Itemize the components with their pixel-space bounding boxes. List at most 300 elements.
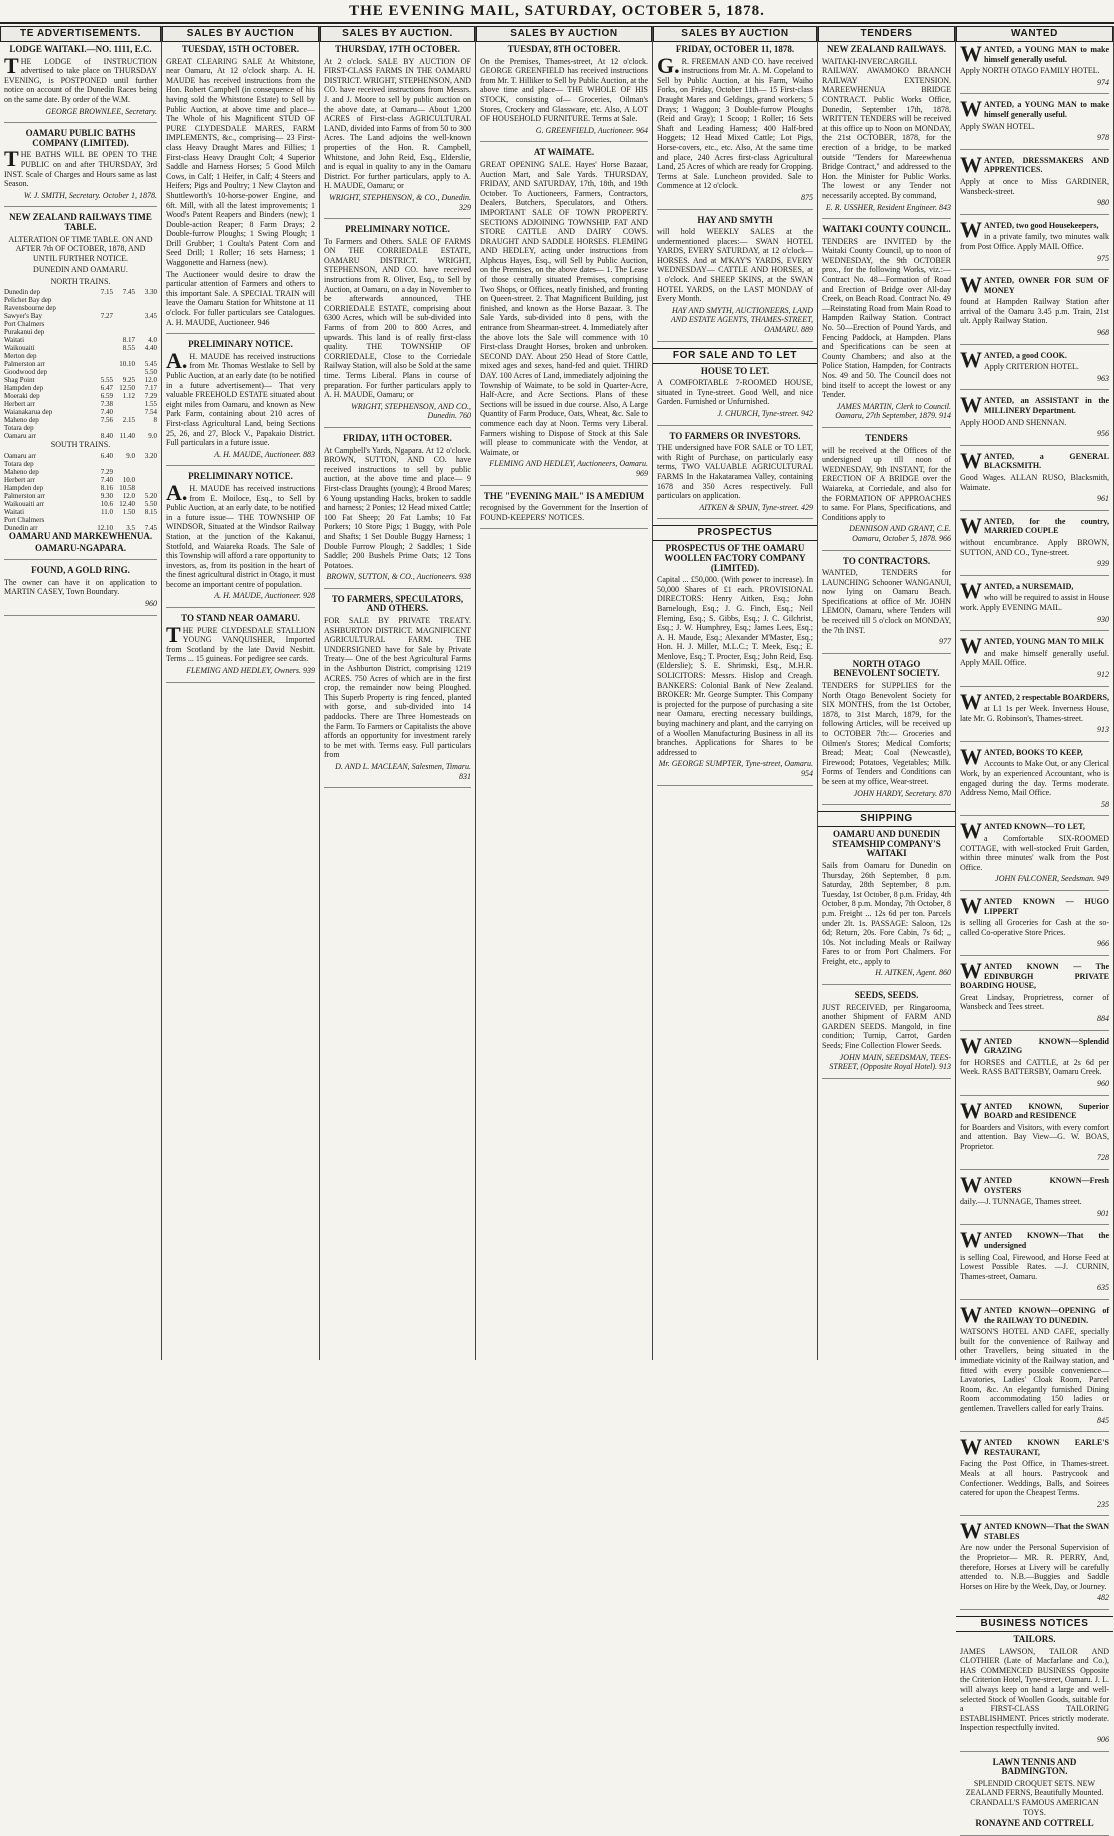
ad-number: 635 — [1097, 1283, 1109, 1293]
advertisement — [822, 660, 951, 805]
ad-body: is selling all Groceries for Cash at the so-called Co-operative Store Prices. — [960, 918, 1109, 937]
ad-signature: JOHN HARDY, Secretary. 870 — [853, 788, 951, 798]
advertisement — [960, 1758, 1109, 1836]
departure-time — [113, 400, 135, 408]
ad-title: WANTED, a NURSEMAID, — [960, 577, 1074, 603]
ad-title: WAITAKI COUNTY COUNCIL. — [822, 224, 951, 235]
ad-body: THE BATHS WILL BE OPEN TO THE PUBLIC on and after THURSDAY, 3rd INST. Scale of Charges and Hours same as last Season. — [4, 146, 157, 189]
ad-signature: Mr. GEORGE SUMPTER, Tyne-street, Oamaru. 954 — [658, 759, 813, 778]
column-wanted — [956, 26, 1114, 1829]
station-name: Ravensbourne dep — [4, 304, 56, 313]
timetable-row — [4, 344, 157, 352]
departure-time: 4.40 — [144, 344, 157, 353]
wanted-advertisement — [960, 743, 1109, 817]
timetable-row — [4, 476, 157, 484]
timetable-row — [4, 460, 157, 468]
column-tenders — [818, 26, 956, 1360]
ad-signature: JOHN MAIN, SEEDSMAN, TEES-STREET, (Opposite Royal Hotel). 913 — [829, 1052, 951, 1072]
timetable-row — [4, 328, 157, 336]
departure-time — [113, 468, 135, 476]
advertisement — [657, 432, 813, 520]
ad-title: WANTED KNOWN — The EDINBURGH PRIVATE BOARDING HOUSE, — [960, 957, 1109, 991]
ad-number: 58 — [1101, 799, 1109, 809]
ad-number: 728 — [1097, 1153, 1109, 1163]
timetable-row — [4, 468, 157, 476]
departure-time — [113, 516, 135, 524]
column-heading: SALES BY AUCTION — [653, 26, 817, 42]
timetable-row — [4, 500, 157, 508]
column-heading: SALES BY AUCTION. — [320, 26, 475, 42]
departure-time: 7.17 — [144, 384, 157, 393]
column-sales-by-auction-1 — [162, 26, 320, 1360]
timetable-row — [4, 296, 157, 304]
ad-title: WANTED KNOWN—That the SWAN STABLES — [960, 1518, 1109, 1544]
timetable-title: NORTH TRAINS. — [50, 276, 111, 286]
departure-time — [135, 320, 157, 328]
advertisement — [4, 129, 157, 207]
wanted-advertisement — [960, 1434, 1109, 1516]
wanted-advertisement — [960, 1032, 1109, 1096]
departure-time — [113, 320, 135, 328]
timetable-row — [4, 452, 157, 460]
departure-time — [91, 328, 113, 336]
ad-body: Sails from Oamaru for Dunedin on Thursday, 26th September, 8 p.m. Saturday, 28th September, 8 p.m. Tuesday, 1st October, 8 p.m. Friday, 4th October, 8 p.m. Monday, 7th October, 8 p.m. Freight ... 12s 6d per ton. Parcels under 2lt. 1s. PASSAGE: Saloon, 12s 6d; Return, 20s. Fore Cabin, 7s 6d; ,, 10s. Not including Meals or Railway Fares to or from Port Chalmers. For Freight, etc., apply to — [822, 860, 951, 966]
ad-body: THE undersigned have FOR SALE or TO LET, with Right of Purchase, on particularly easy terms, TWO VALUABLE AGRICULTURAL FARMS In the Hakataramea Valley, containing 1678 and 350 Acres respectively. Full particulars on application. — [657, 443, 813, 501]
departure-time: 5.45 — [144, 360, 157, 369]
departure-time: 1.12 — [122, 392, 135, 401]
ad-body: who will be required to assist in House work. Apply EVENING MAIL. — [960, 593, 1109, 612]
timetable-south — [4, 452, 157, 532]
ad-signature: A. H. MAUDE, Auctioneer. 928 — [214, 591, 315, 601]
ad-signature: AITKEN & SPAIN, Tyne-street. 429 — [699, 502, 813, 512]
departure-time — [135, 468, 157, 476]
advertisement — [960, 1635, 1109, 1752]
ad-signature: DENNISON AND GRANT, C.E. Oamaru, October 5, 1878. 966 — [849, 524, 951, 543]
ad-number: 974 — [1097, 77, 1109, 87]
departure-time: 11.0 — [101, 508, 113, 517]
ad-signature: D. AND L. MACLEAN, Salesmen, Timaru. 831 — [335, 761, 471, 781]
departure-time — [113, 352, 135, 360]
advertisement — [324, 225, 471, 428]
ad-number: 960 — [145, 599, 157, 609]
advertisement — [657, 45, 813, 210]
ad-title: WANTED, 2 respectable BOARDERS, — [960, 688, 1109, 714]
timetable-title: OAMARU AND MARKEWHENUA. — [8, 531, 153, 542]
ad-title: WANTED KNOWN—That the undersigned — [960, 1227, 1109, 1253]
ad-body: A.H. MAUDE has received instructions from E. Moiloce, Esq., to Sell by Public Auction, at an early date, to be notified in a future issue— THE TOWNSHIP OF WINDSOR, Situated at the Windsor Railway Station, at the junction of the Kakanui, Stotfold, and Waiareka Roads. The Sale of this Township will afford a rare opportunity to investors, as, from its position in the heart of the finest agricultural district in Otago, it must become an important centre of population. — [166, 479, 315, 589]
wanted-advertisement — [960, 577, 1109, 631]
ad-body: JUST RECEIVED, per Ringarooma, another Shipment of FARM AND GARDEN SEEDS. Mangold, in fine condition; Turnip, Carrot, Garden Seeds; Fine Collection Flower Seeds. — [822, 1002, 951, 1051]
ad-title: WANTED, a good COOK. — [960, 346, 1067, 372]
wanted-advertisement — [960, 1518, 1109, 1610]
advertisement — [324, 45, 471, 219]
departure-time — [91, 516, 113, 524]
departure-time: 3.20 — [144, 452, 157, 461]
departure-time — [91, 336, 113, 344]
advertisement — [822, 225, 951, 428]
ad-body: at L1 1s per Week. Inverness House, late Mr. G. Robinson's, Thames-street. — [960, 704, 1109, 723]
station-name: Pelichet Bay dep — [4, 296, 52, 305]
timetable-row — [4, 424, 157, 432]
column-advertisements — [0, 26, 162, 1360]
column-heading: TE ADVERTISEMENTS. — [0, 26, 161, 42]
wanted-advertisement — [960, 1302, 1109, 1432]
departure-time: 8.16 — [100, 484, 113, 493]
ad-signature: FLEMING AND HEDLEY, Auctioneers, Oamaru. 969 — [489, 459, 648, 478]
ad-signature: J. CHURCH, Tyne-street. 942 — [717, 409, 813, 418]
timetable-north — [4, 288, 157, 440]
ad-body: Apply NORTH OTAGO FAMILY HOTEL. — [960, 66, 1100, 76]
station-name: Hampden dep — [4, 484, 44, 493]
departure-time — [91, 304, 113, 312]
ad-body: Capital ... £50,000. (With power to increase). In 50,000 Shares of £1 each. PROVISIONAL DIRECTORS: Henry Aitken, Esq.; John Barnelough, Esq.; J. G. Finch, Esq.; Neil Fleming, Esq.; S. Gibbs, Esq.; J. C. Gilchrist, Esq.; J. W. Humphrey, Esq.; James Lees, Esq.; A. H. Maude, Esq.; Alexander M'Master, Esq.; Hon. H. J. Miller, M.L.C.; T. Meek, Esq.; E. Menlove, Esq.; T. Procter, Esq.; John Reid, Esq. (Elderslie); S. E. Shrimski, Esq., M.H.R. SOLICITORS: Messrs. Hislop and Creagh. BANKERS: Colonial Bank of New Zealand. BROKER: Mr. George Sumpter. This Company is projected for the purpose of purchasing a site near Oamaru, erecting necessary buildings, buying machinery and plant, and the carrying on of a Woollen Manufacturing Business in all its branches. Applications for Shares to be addressed to — [657, 575, 813, 757]
advertisement — [4, 213, 157, 560]
ad-title: WANTED, for the country, MARRIED COUPLE — [960, 512, 1109, 538]
departure-time — [113, 408, 135, 416]
station-name: Goodwood dep — [4, 368, 47, 377]
ad-title: WANTED KNOWN—TO LET, — [960, 818, 1085, 844]
departure-time — [135, 424, 157, 432]
ad-body: SPLENDID CROQUET SETS. NEW ZEALAND FERNS, Beautifully Mounted. CRANDALL'S FAMOUS AMERICAN TOYS. — [965, 1778, 1104, 1817]
timetable-row — [4, 392, 157, 400]
ad-signature: JAMES MARTIN, Clerk to Council. Oamaru, 27th September, 1879. 914 — [835, 401, 951, 421]
masthead-rule — [0, 22, 1114, 24]
ad-title: PRELIMINARY NOTICE. — [188, 339, 293, 350]
departure-time — [91, 424, 113, 432]
station-name: Oamaru arr — [4, 432, 37, 441]
wanted-list — [960, 41, 1109, 1610]
wanted-advertisement — [960, 1172, 1109, 1225]
advertisement — [657, 544, 813, 785]
timetable-row — [4, 416, 157, 424]
station-name: Merton dep — [4, 352, 37, 361]
ad-body: in a private family, two minutes walk from Post Office. Apply MAIL Office. — [960, 232, 1109, 251]
ad-title: PROSPECTUS OF THE OAMARU WOOLLEN FACTORY COMPANY (LIMITED). — [664, 543, 806, 573]
ad-number: 235 — [1097, 1499, 1109, 1509]
advertisement — [657, 216, 813, 342]
departure-time: 7.45 — [122, 288, 135, 297]
timetable-row — [4, 304, 157, 312]
ad-title: WANTED KNOWN — HUGO LIPPERT — [960, 893, 1109, 918]
timetable-row — [4, 492, 157, 500]
departure-time: 7.27 — [100, 312, 113, 321]
ad-number: 930 — [1097, 614, 1109, 624]
wanted-advertisement — [960, 151, 1109, 215]
departure-time: 8.15 — [144, 508, 157, 517]
ad-body: Facing the Post Office, in Thames-street. Meals at all hours. Pastrycook and Confectioner. Weddings, Balls, and Soirees catered for upon the Cheapest Terms. — [960, 1459, 1109, 1498]
wanted-advertisement — [960, 1097, 1109, 1171]
departure-time: 8.17 — [122, 336, 135, 345]
ad-body: Apply CRITERION HOTEL. — [984, 362, 1079, 372]
ad-body: A COMFORTABLE 7-ROOMED HOUSE, situated in Tyne-street. Good Well, and nice Garden. Furnished or Unfurnished. — [657, 378, 813, 407]
timetable-row — [4, 432, 157, 440]
ad-title: SEEDS, SEEDS. — [854, 990, 919, 1001]
ad-number: 975 — [1097, 253, 1109, 263]
ad-number: 963 — [1097, 373, 1109, 383]
ad-title: TAILORS. — [1013, 1634, 1056, 1645]
advertisement — [480, 45, 648, 142]
ad-body: recognised by the Government for the Insertion of FOUND-KEEPERS' NOTICES. — [480, 503, 648, 522]
ad-title: PRELIMINARY NOTICE. — [345, 224, 450, 235]
station-name: Waikouaiti — [4, 344, 35, 353]
ad-number: 875 — [801, 192, 813, 202]
station-name: Hampden dep — [4, 384, 44, 393]
ad-title: TO FARMERS OR INVESTORS. — [669, 430, 801, 441]
advertisement — [4, 45, 157, 123]
ad-title: WANTED, two good Housekeepers, — [960, 216, 1099, 242]
ad-signature: DUNEDIN AND OAMARU. — [33, 265, 128, 275]
departure-time: 3.30 — [144, 288, 157, 297]
ad-number: 884 — [1097, 1013, 1109, 1023]
station-name: Moeraki dep — [4, 392, 40, 401]
departure-time: 9.0 — [126, 452, 135, 461]
ad-signature: WRIGHT, STEPHENSON, AND CO., Dunedin. 760 — [351, 401, 471, 421]
ad-body: At 2 o'clock. SALE BY AUCTION OF FIRST-CLASS FARMS IN THE OAMARU DISTRICT. WRIGHT, STEPHENSON, AND CO. have received instructions from Messrs. J. and J. Moore to sell by public auction on the above date, at Oamaru— About 1,200 ACRES of First-class AGRICULTURAL LAND, divided into Farms of from 50 to 300 Acres. The Land adjoins the well-known properties of the Hon. R. Campbell, Whitstone, and John Reid, Esq., Elderslie, and is equal in quality to any in the Oamaru District. For further particulars, apply to A. H. MAUDE, Oamaru; or — [324, 56, 471, 191]
departure-time — [113, 312, 135, 320]
departure-time: 7.40 — [100, 476, 113, 485]
ad-title: WANTED, YOUNG MAN TO MILK — [960, 633, 1105, 659]
ad-title: NORTH OTAGO BENEVOLENT SOCIETY. — [833, 658, 940, 679]
ad-body: WATSON'S HOTEL AND CAFE, specially built for the convenience of Railway and other Travellers, being situated in the immediate vicinity of the Railway station, and fitted with every possible convenience— Lavatories, Ladies' Cloak Room, Parcel Room, &c. An elegantly furnished Dining Room accommodating 150 ladies or gentlemen. Travellers called for early Trains. — [960, 1327, 1109, 1413]
ad-body: At Campbell's Yards, Ngapara. At 12 o'clock. BROWN, SUTTON, AND CO. have received instructions to sell by public auction, at the above time and place— 9 First-class Draughts (young); 4 Brood Mares; 6 Young upstanding Hacks, broken to saddle and harness; 2 Ponies; 12 Head mixed Cattle; 100 Fat Sheep; 20 Fat Lambs; 10 Fat Porkers; 10 Store Pigs; 1 Buggy, with Pole and Shafts; 1 Set Double Buggy Harness; 1 Double Furrow Plough; 2 Saddles; 1 Side Saddle; 200 Bushels Prime Oats; 12 Tons Potatoes. — [324, 445, 471, 570]
timetable-row — [4, 320, 157, 328]
advertisement — [822, 45, 951, 219]
departure-time — [135, 328, 157, 336]
ad-title: FOUND, A GOLD RING. — [31, 565, 130, 576]
station-name: Dunedin arr — [4, 524, 38, 533]
departure-time: 2.15 — [122, 416, 135, 425]
wanted-advertisement — [960, 818, 1109, 891]
advertisement — [822, 557, 951, 654]
station-name: Maheno dep — [4, 468, 39, 477]
ad-body: GREAT CLEARING SALE At Whitstone, near Oamaru, At 12 o'clock sharp. A. H. MAUDE has received instructions from the Hon. Robert Campbell (in consequence of his having sold the Whitstone Estate) to Sell by Public Auction, at above time and place— The Whole of his Magnificent STUD OF PURE CLYDESDALE MARES, FARM IMPLEMENTS, &c., comprising— 23 First-class Heavy Draught Mares and Fillies; 1 First-class Heavy Draught Colt; 4 Superior Saddle and Harness Horses; 5 Good Milch Cows, in Calf; 1 Heifer, in Calf; 4 Steers and Heifers; Pigs and Poultry; 1 New Clayton and Shuttleworth's 10-horse-power Engine, and 6ft. Mill, with all the latest improvements; 1 Wood's Patent Reapers and Binders (new); 1 Double-action Reaper; 8 Farm Drays; 2 Double-furrow Ploughs; 1 Swing Plough; 1 Drill Grubber; 1 Coulta's Patent Corn and Seed Drill; 1 Roller; 16 sets Harness; 1 Waggonette and Harness (new). — [166, 56, 315, 268]
departure-time: 7.29 — [144, 392, 157, 401]
departure-time: 11.40 — [119, 432, 135, 441]
ad-body: TENDERS for SUPPLIES for the North Otago Benevolent Society for SIX MONTHS, from the 1st October, 1878, to 31st March, 1879, for the following Articles, will be received up to OCTOBER 7th:— Groceries and Oilmen's Stores; Medical Comforts; Bread; Meat; Coal (Newcastle), Firewood; Potatoes, Vegetables; Milk. Forms of Tenders and Conditions can be seen at my office, Wear-street. — [822, 681, 951, 786]
ad-title: PRELIMINARY NOTICE. — [188, 471, 293, 482]
ad-body: Apply at once to Miss GARDINER, Wansbeck-street. — [960, 176, 1109, 196]
ad-body: will be received at the Offices of the undersigned up till noon of WEDNESDAY, 9th INSTANT, for the ERECTION OF A BRIDGE over the Waiareka, at Corriedale, and also for the FORMATION OF APPROACHES to same. For Plans, Specifications, and Conditions apply to — [822, 445, 951, 522]
departure-time: 3.45 — [144, 312, 157, 321]
departure-time: 10.6 — [100, 500, 113, 509]
departure-time — [113, 424, 135, 432]
timetable-row — [4, 288, 157, 296]
departure-time: 9.0 — [148, 432, 157, 441]
departure-time — [135, 460, 157, 468]
ad-number: 978 — [1097, 133, 1109, 143]
ad-signature: E. R. USSHER, Resident Engineer. 843 — [825, 202, 951, 212]
ad-title: FRIDAY, 11TH OCTOBER. — [343, 432, 452, 443]
timetable-row — [4, 360, 157, 368]
station-name: Shag Point — [4, 376, 35, 385]
ad-signature: The Auctioneer would desire to draw the particular attention of Farmers and others to this important Sale. A SPECIAL TRAIN will leave the Oamaru Station for Whitstone at 11 o'clock. For fuller particulars see Catalogues. A. H. MAUDE, Auctioneer. 946 — [166, 269, 315, 327]
wanted-advertisement — [960, 272, 1109, 345]
departure-time: 10.58 — [119, 484, 135, 493]
ad-body: A.H. MAUDE has received instructions from Mr. Thomas Westlake to Sell by Public Auction, at an early date (to be notified in a future advertisement)— That very valuable FREEHOLD ESTATE situated about eight miles from Oamaru, and known as New Park Farm, containing about 210 acres of First-class Agricultural Land, being Sections 25, 26, and 27, Block V., Papakaio District. Full particulars in a future issue. — [166, 347, 315, 448]
ad-title: WANTED KNOWN, Superior BOARD and RESIDENCE — [960, 1097, 1109, 1123]
departure-time — [91, 320, 113, 328]
station-name: Palmerston arr — [4, 360, 46, 369]
departure-time: 4.0 — [148, 336, 157, 345]
ad-number: 901 — [1097, 1208, 1109, 1218]
ad-number: 968 — [1097, 328, 1109, 338]
departure-time: 6.59 — [100, 392, 113, 401]
ad-title: TO FARMERS, SPECULATORS, AND OTHERS. — [331, 593, 464, 614]
departure-time — [135, 476, 157, 484]
timetable-row — [4, 312, 157, 320]
timetable-row — [4, 484, 157, 492]
timetable-row — [4, 508, 157, 516]
ad-body: On the Premises, Thames-street, At 12 o'clock. GEORGE GREENFIELD has received instructions from Mr. T. Hilliker to Sell by Public Auction, at the above time and place— THE WHOLE OF HIS STOCK, consisting of— Groceries, Oilman's Stores, Crockery and Glassware, etc. Also, A LOT OF HOUSEHOLD FURNITURE. Terms at Sale. — [480, 56, 648, 124]
departure-time: 8.55 — [122, 344, 135, 353]
departure-time: 6.40 — [100, 452, 113, 461]
station-name: Sawyer's Bay — [4, 312, 43, 321]
column-sales-by-auction-3 — [476, 26, 653, 1360]
departure-time: 1.50 — [122, 508, 135, 517]
advertisement — [657, 367, 813, 426]
departure-time — [91, 360, 113, 368]
departure-time — [91, 368, 113, 376]
ad-title: TUESDAY, 8TH OCTOBER. — [507, 44, 621, 54]
wanted-advertisement — [960, 392, 1109, 445]
departure-time: 12.0 — [144, 376, 157, 385]
ad-title: THURSDAY, 17TH OCTOBER. — [335, 44, 460, 54]
timetable-row — [4, 336, 157, 344]
station-name: Totara dep — [4, 424, 34, 433]
ad-number: 977 — [939, 637, 951, 647]
ad-title: AT WAIMATE. — [533, 147, 595, 158]
departure-time: 12.0 — [122, 492, 135, 501]
section-heading-business: BUSINESS NOTICES — [956, 1616, 1113, 1632]
departure-time: 7.40 — [100, 408, 113, 417]
ad-signature: G. GREENFIELD, Auctioneer. 964 — [535, 125, 648, 135]
ad-number: 939 — [1097, 559, 1109, 569]
ad-body: Apply SWAN HOTEL. — [960, 121, 1035, 131]
ad-number: 956 — [1097, 429, 1109, 439]
advertisement — [822, 434, 951, 551]
advertisement — [822, 991, 951, 1079]
timetable-row — [4, 376, 157, 384]
ad-body: GREAT OPENING SALE. Hayes' Horse Bazaar, Auction Mart, and Sale Yards. THURSDAY, FRIDAY, AND SATURDAY, 17th, 18th, and 19th October. To Auctioneers, Farmers, Contractors, Dealers, Butchers, Speculators, and Others. IMPORTANT SALE OF TOWN PROPERTY. SECTIONS ADJOINING TOWNSHIP. FAT AND STORE CATTLE AND DAIRY COWS. DRAUGHT AND SADDLE HORSES. FLEMING AND HEDLEY, acting under instructions from Alphcus Hayes, Esq., will Sell by Public Auction, on the Premises, on the above dates— 1. The Lease of those centrally situated Premises, comprising Two Shops, or Offices, neatly finished, and fronting on Queen-street. 2. That Magnificent Building, just finished, and known as the Horse Bazaar. 3. The Sale Yards, sub-divided into 8 pens, with the entrance from Shearman-street. 4. Immediately after the above lots the Sale will commence with 10 First-class Draught Horses, broken and unbroken. SECOND DAY. About 250 Head of Store Cattle, mixed ages and sexes, hand-fed and quiet. THIRD DAY. 100 Acres of Land, immediately adjoining the Township of Waimate, to be sold in Quarter-Acre, Half-Acre, and Acre Sections. Plans of these Sections will be issued in due course. Also, A Large Quantity of Farm Produce, Oats, Wheat, &c. Sale to commence each day at Noon. Terms very Liberal. Farmers wishing to Dispose of Stock at this Sale will please to communicate with the Vendor, at Waimate, or — [480, 159, 648, 457]
ad-title: WANTED KNOWN—Fresh OYSTERS — [960, 1172, 1109, 1198]
ad-body: Good Wages. ALLAN RUSO, Blacksmith, Waimate. — [960, 473, 1109, 492]
departure-time: 7.15 — [100, 288, 113, 297]
wanted-advertisement — [960, 1227, 1109, 1300]
wanted-advertisement — [960, 447, 1109, 511]
ad-body: for HORSES and CATTLE, at 2s 6d per Week. RASS BATTERSBY, Oamaru Creek. — [960, 1057, 1109, 1077]
ad-body: without encumbrance. Apply BROWN, SUTTON, AND CO., Tyne-street. — [960, 537, 1109, 557]
ad-body: for Boarders and Visitors, with every comfort and attention. Bay View—G. W. BOAS, Proprietor. — [960, 1122, 1109, 1151]
timetable-row — [4, 400, 157, 408]
ad-title: HAY AND SMYTH — [697, 214, 773, 225]
departure-time: 7.54 — [144, 408, 157, 417]
advertisement — [480, 492, 648, 530]
station-name: Maheno dep — [4, 416, 39, 425]
ad-title: WANTED KNOWN—Splendid GRAZING — [960, 1032, 1109, 1058]
ad-signature: WRIGHT, STEPHENSON, & CO., Dunedin. 329 — [329, 192, 471, 212]
ad-title: NEW ZEALAND RAILWAYS TIME TABLE. — [9, 212, 152, 232]
departure-time: 7.56 — [100, 416, 113, 425]
ad-title: NEW ZEALAND RAILWAYS. — [827, 44, 946, 54]
station-name: Waitati — [4, 508, 25, 517]
ad-title: WANTED, DRESSMAKERS AND APPRENTICES. — [960, 151, 1109, 177]
ad-title: WANTED KNOWN—OPENING of the RAILWAY TO DUNEDIN. — [960, 1302, 1109, 1327]
ad-body: WANTED, TENDERS for LAUNCHING Schooner WANGANUI, now lying on Oamaru Beach. Specifications at office of Mr. JOHN LEMON, Oamaru, where Tenders will be received till 5 o'clock on MONDAY, the 7th INST. — [822, 568, 951, 635]
advertisement — [822, 830, 951, 985]
departure-time: 8.40 — [100, 432, 113, 441]
ad-title: FRIDAY, OCTOBER 11, 1878. — [675, 44, 795, 54]
advertisement — [166, 614, 315, 683]
departure-time: 1.55 — [144, 400, 157, 409]
departure-time: 5.50 — [144, 500, 157, 509]
advertisement — [166, 45, 315, 334]
ad-title: WANTED KNOWN EARLE'S RESTAURANT, — [960, 1434, 1109, 1460]
column-sales-by-auction-2 — [320, 26, 476, 1360]
ad-title: WANTED, BOOKS TO KEEP, — [960, 743, 1083, 769]
departure-time — [135, 352, 157, 360]
station-name: Waianakarua dep — [4, 408, 53, 417]
column-heading: SALES BY AUCTION — [162, 26, 319, 42]
ad-signature: GEORGE BROWNLEE, Secretary. — [45, 106, 157, 116]
ad-body: daily.—J. TUNNAGE, Thames street. — [960, 1197, 1082, 1207]
departure-time — [113, 296, 135, 304]
departure-time — [113, 368, 135, 376]
ad-body: THE LODGE of INSTRUCTION advertised to take place on THURSDAY EVENING, is POSTPONED until further notice on account of the Dunedin Races being on the same date. By order of the W.M. — [4, 52, 157, 104]
timetable-row — [4, 408, 157, 416]
wanted-advertisement — [960, 633, 1109, 686]
station-name: Palmerston arr — [4, 492, 46, 501]
wanted-advertisement — [960, 957, 1109, 1031]
ad-body: Accounts to Make Out, or any Clerical Work, by an experienced Accountant, who is engaged during the day. Terms moderate. Address Nemo, Mail Office. — [960, 759, 1109, 798]
column-heading: WANTED — [956, 26, 1113, 42]
departure-time: 8 — [153, 416, 157, 425]
ad-signature: W. J. SMITH, Secretary. October 1, 1878. — [23, 190, 157, 200]
departure-time — [91, 352, 113, 360]
ad-body: To Farmers and Others. SALE OF FARMS ON THE CORRIEDALE ESTATE, OAMARU DISTRICT. WRIGHT, STEPHENSON, AND CO. have received instructions from R. Oliver, Esq., to Sell by Auction, at Oamaru, on a day in November to be afterwards announced, THE CORRIEDALE ESTATE, comprising about 6300 Acres, which will be sub-divided into Farms of from 200 to 800 Acres, and upwards. This land is of really first-class quality. THE TOWNSHIP OF CORRIEDALE, Close to the Corriedale Railway Station, will also be Sold at the same time. Terms Liberal. Plans in course of preparation. For further particulars apply to A. H. MAUDE, Oamaru; or — [324, 236, 471, 400]
departure-time — [135, 296, 157, 304]
ad-body: ALTERATION OF TIME TABLE. ON AND AFTER 7th OF OCTOBER, 1878, AND UNTIL FURTHER NOTICE. — [8, 234, 153, 263]
timetable-row — [4, 352, 157, 360]
ad-title: TUESDAY, 15TH OCTOBER. — [181, 44, 300, 54]
station-name: Herbert arr — [4, 476, 35, 485]
column-sales-by-auction-4 — [653, 26, 818, 1360]
ad-body: found at Hampden Railway Station after arrival of the Oamaru 3.45 p.m. Train, 21st ult. Apply Railway Station. — [960, 297, 1109, 326]
ad-body: TENDERS are INVITED by the Waitaki County Council, up to noon of WEDNESDAY, the 9th OCTOBER prox., for the following Works, viz.:— Contract No. 48—Formation of Road and Erection of Bridge over All-day Creek, on Beach Road. Contract No. 49—Reinstating Road from Main Road to Hampden Railway Station. Contract No. 50—Erection of Pound Yards, and Fencing Paddock, at Hampden. Plans and Specifications can be seen at County Chambers; and also at the Police Station, Hampden, for Contracts Nos. 49 and 50. The Council does not bind itself to accept the lowest or any Tender. — [822, 236, 951, 400]
departure-time — [135, 516, 157, 524]
departure-time: 7.38 — [100, 400, 113, 409]
departure-time — [113, 304, 135, 312]
ad-title: TO STAND NEAR OAMARU. — [181, 613, 300, 624]
ad-title: THE "EVENING MAIL" IS A MEDIUM — [483, 490, 645, 501]
ad-signature: FLEMING AND HEDLEY, Owners. 939 — [186, 666, 315, 676]
ad-body: THE PURE CLYDESDALE STALLION YOUNG VANQUISHER, Imported from Scotland by the late David Nesbitt. Terms ... 15 guineas. For pedigree see cards. — [166, 621, 315, 664]
station-name: Port Chalmers — [4, 320, 45, 329]
ad-body: a Comfortable SIX-ROOMED COTTAGE, with well-stocked Fruit Garden, within three minutes' walk from the Post Office. — [960, 834, 1109, 872]
ad-body: G.R. FREEMAN AND CO. have received instructions from Mr. A. M. Copeland to Sell by Public Auction, at his Farm, Waiho Forks, on Friday, October 11th— 15 First-class Draught Mares and Geldings, grand workers; 5 Drays; 1 Waggon; 3 Double-furrow Ploughs (Reid and Gray); 1 Scoop; 1 Roller; 16 Sets Shaft and Leading Harness; 400 Half-bred Hoggets; 12 Head Mixed Cattle; Lot Pigs, Horse-covers, etc., etc. Also, At the same time and place, 240 Acres first-class Agricultural Land, 25 Acres of which are ready for Cropping. Terms at Sale. Luncheon provided. Sale to Commence at 12 o'clock. — [657, 52, 813, 191]
ad-body: is selling Coal, Firewood, and Horse Feed at Lowest Possible Rates. —J. CURNIN, Thames-street, Oamaru. — [960, 1252, 1109, 1281]
ad-number: JOHN FALCONER, Seedsman. 949 — [995, 874, 1109, 884]
departure-time: 10.0 — [122, 476, 135, 485]
advertisement — [166, 472, 315, 608]
ad-title: TENDERS — [865, 432, 908, 443]
column-heading: SALES BY AUCTION — [476, 26, 652, 42]
section-heading-for-sale: FOR SALE AND TO LET — [653, 348, 817, 364]
wanted-advertisement — [960, 216, 1109, 270]
ad-number: 912 — [1097, 669, 1109, 679]
departure-time: 12.50 — [119, 384, 135, 393]
timetable-row — [4, 368, 157, 376]
departure-time: 5.50 — [144, 368, 157, 377]
